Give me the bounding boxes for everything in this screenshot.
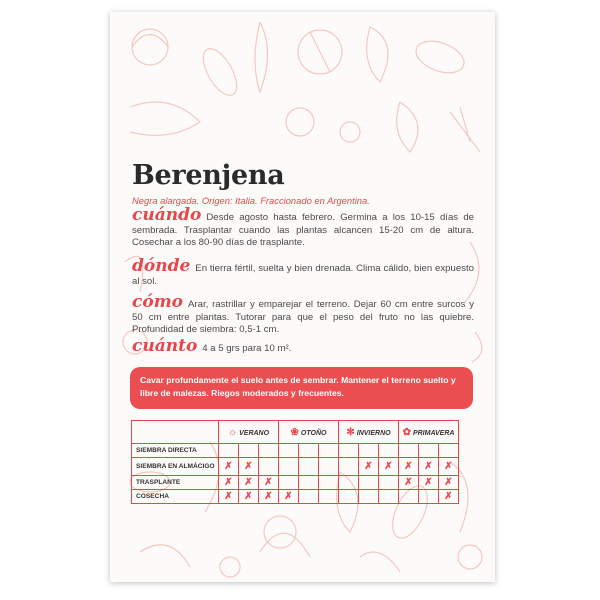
calendar-empty-cell	[339, 490, 359, 504]
calendar-empty-cell	[379, 476, 399, 490]
calendar-empty-cell	[299, 458, 319, 476]
calendar-mark-cell: ✗	[239, 476, 259, 490]
season-label: OTOÑO	[300, 429, 327, 437]
calendar-mark-cell: ✗	[259, 476, 279, 490]
section-cuando	[132, 205, 474, 250]
section-text: En tierra fértil, suelta y bien drenada. Clima cálido, bien expuesto al sol.	[132, 263, 474, 287]
section-keyword: cómo	[132, 292, 184, 312]
calendar-empty-cell	[279, 444, 299, 458]
calendar-empty-cell	[419, 490, 439, 504]
calendar-empty-cell	[259, 444, 279, 458]
section-keyword: cuándo	[132, 205, 202, 225]
season-label: PRIMAVERA	[412, 429, 455, 437]
calendar-corner-cell	[132, 421, 219, 444]
sun-icon: ☼	[227, 426, 238, 438]
section-keyword: cuánto	[132, 336, 198, 356]
calendar-row	[132, 490, 459, 504]
calendar-empty-cell	[279, 458, 299, 476]
calendar-empty-cell	[379, 444, 399, 458]
calendar-empty-cell	[359, 476, 379, 490]
calendar-empty-cell	[379, 490, 399, 504]
calendar-mark-cell: ✗	[419, 458, 439, 476]
calendar-empty-cell	[359, 444, 379, 458]
calendar-mark-cell: ✗	[259, 490, 279, 504]
calendar-mark-cell: ✗	[439, 476, 459, 490]
calendar-mark-cell: ✗	[399, 476, 419, 490]
section-text: Desde agosto hasta febrero. Germina a los 10-15 días de sembrada. Trasplantar cuando las plantas alcancen 15-20 cm de altura. Cosechar a los 80-90 días de trasplante.	[132, 212, 474, 249]
calendar-empty-cell	[399, 444, 419, 458]
calendar-empty-cell	[339, 476, 359, 490]
season-header-verano	[219, 421, 279, 444]
calendar-mark-cell: ✗	[279, 490, 299, 504]
calendar-empty-cell	[319, 458, 339, 476]
calendar-row-label: TRASPLANTE	[132, 476, 219, 490]
calendar-mark-cell: ✗	[239, 458, 259, 476]
calendar-row	[132, 458, 459, 476]
snowflake-icon: ✻	[346, 426, 355, 438]
calendar-empty-cell	[219, 444, 239, 458]
calendar-mark-cell: ✗	[419, 476, 439, 490]
section-donde	[132, 256, 474, 288]
season-header-otono	[279, 421, 339, 444]
section-cuanto	[132, 336, 474, 356]
calendar-empty-cell	[279, 476, 299, 490]
calendar-row-label: SIEMBRA DIRECTA	[132, 444, 219, 458]
calendar-empty-cell	[299, 476, 319, 490]
calendar-row	[132, 476, 459, 490]
season-label: INVIERNO	[356, 429, 391, 437]
calendar-empty-cell	[339, 444, 359, 458]
care-tip-banner: Cavar profundamente el suelo antes de sembrar. Mantener el terreno suelto y libre de malezas. Riegos moderados y frecuentes.	[130, 367, 473, 409]
calendar-empty-cell	[319, 444, 339, 458]
calendar-empty-cell	[259, 458, 279, 476]
calendar-empty-cell	[419, 444, 439, 458]
calendar-empty-cell	[319, 490, 339, 504]
product-subtitle: Negra alargada. Origen: Italia. Fraccionado en Argentina.	[132, 195, 370, 206]
calendar-empty-cell	[239, 444, 259, 458]
calendar-row-label: COSECHA	[132, 490, 219, 504]
calendar-empty-cell	[299, 490, 319, 504]
calendar-empty-cell	[339, 458, 359, 476]
calendar-header-row	[132, 421, 459, 444]
section-text: Arar, rastrillar y emparejar el terreno. Dejar 60 cm entre surcos y 50 cm entre plantas. Tutorar para que el peso del fruto no las quiebre. Profundidad de siembra: 0,5-1 cm.	[132, 299, 474, 336]
calendar-row	[132, 444, 459, 458]
leaf-icon: ❀	[290, 426, 299, 438]
calendar-mark-cell: ✗	[399, 458, 419, 476]
calendar-mark-cell: ✗	[359, 458, 379, 476]
calendar-mark-cell: ✗	[219, 458, 239, 476]
calendar-empty-cell	[439, 444, 459, 458]
calendar-mark-cell: ✗	[379, 458, 399, 476]
calendar-mark-cell: ✗	[219, 490, 239, 504]
product-title: Berenjena	[132, 160, 285, 191]
flower-icon: ✿	[402, 426, 411, 438]
section-como	[132, 292, 474, 337]
planting-calendar-table	[131, 420, 459, 504]
calendar-mark-cell: ✗	[239, 490, 259, 504]
section-keyword: dónde	[132, 256, 191, 276]
calendar-empty-cell	[319, 476, 339, 490]
season-header-invierno	[339, 421, 399, 444]
season-label: VERANO	[239, 429, 270, 437]
calendar-mark-cell: ✗	[439, 490, 459, 504]
seed-packet-card	[110, 12, 495, 582]
calendar-empty-cell	[359, 490, 379, 504]
calendar-row-label: SIEMBRA EN ALMÁCIGO	[132, 458, 219, 476]
section-text: 4 a 5 grs para 10 m².	[202, 343, 292, 354]
season-header-primavera	[399, 421, 459, 444]
calendar-mark-cell: ✗	[219, 476, 239, 490]
calendar-empty-cell	[299, 444, 319, 458]
calendar-mark-cell: ✗	[439, 458, 459, 476]
calendar-empty-cell	[399, 490, 419, 504]
